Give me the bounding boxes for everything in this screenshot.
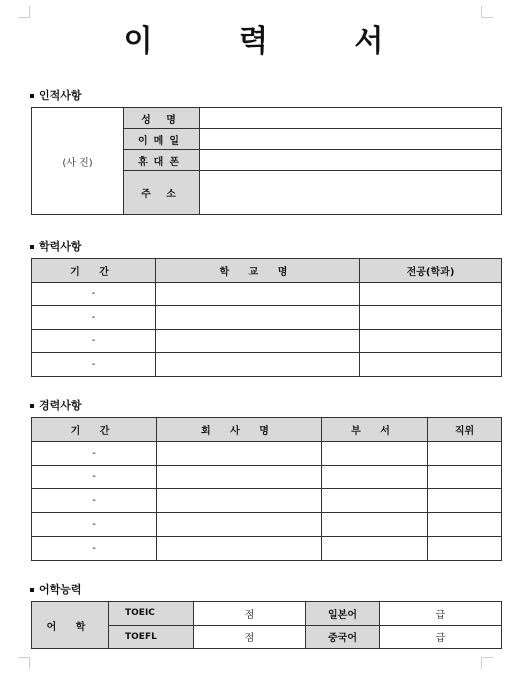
language-section-heading [30, 581, 82, 597]
career-header-department: 부 서 [322, 418, 428, 442]
career-header-position: 직위 [428, 418, 502, 442]
document-title: 이 력 서 [123, 24, 422, 59]
bullet-icon [30, 94, 34, 98]
edu-major-cell[interactable] [360, 329, 502, 353]
edu-period-cell[interactable]: - [32, 353, 156, 377]
career-position-cell[interactable] [428, 536, 502, 560]
career-period-cell[interactable]: - [32, 536, 157, 560]
career-header-period: 기 간 [32, 418, 157, 442]
career-position-cell[interactable] [428, 489, 502, 513]
edu-major-cell[interactable] [360, 353, 502, 377]
toefl-score-cell[interactable]: 점 [194, 625, 306, 649]
edu-major-cell[interactable] [360, 282, 502, 306]
edu-school-cell[interactable] [156, 329, 360, 353]
career-position-cell[interactable] [428, 513, 502, 537]
career-department-cell[interactable] [322, 489, 428, 513]
photo-cell[interactable]: (사 진) [32, 108, 124, 215]
address-label: 주 소 [124, 171, 200, 215]
career-company-cell[interactable] [157, 489, 322, 513]
name-label: 성 명 [124, 108, 200, 129]
crop-mark-bottom-right [481, 657, 493, 669]
personal-info-table [31, 107, 502, 215]
japanese-grade-cell[interactable]: 급 [380, 602, 502, 626]
career-department-cell[interactable] [322, 513, 428, 537]
career-section-heading [30, 397, 82, 413]
bullet-icon [30, 588, 34, 592]
table-row [32, 489, 502, 513]
language-table [31, 601, 502, 649]
edu-period-cell[interactable]: - [32, 329, 156, 353]
career-period-cell[interactable]: - [32, 441, 157, 465]
language-label-chinese: 중국어 [306, 625, 380, 649]
career-company-cell[interactable] [157, 513, 322, 537]
edu-major-cell[interactable] [360, 306, 502, 330]
career-department-cell[interactable] [322, 536, 428, 560]
career-company-cell[interactable] [157, 441, 322, 465]
email-field[interactable] [200, 129, 502, 150]
edu-school-cell[interactable] [156, 306, 360, 330]
bullet-icon [30, 245, 34, 249]
edu-school-cell[interactable] [156, 353, 360, 377]
table-row [32, 306, 502, 330]
table-row [32, 441, 502, 465]
crop-mark-bottom-left [18, 657, 30, 669]
career-company-cell[interactable] [157, 465, 322, 489]
table-row [32, 329, 502, 353]
test-label-toeic: TOEIC [109, 602, 194, 626]
table-row [32, 282, 502, 306]
career-department-cell[interactable] [322, 465, 428, 489]
language-heading-text: 어학능력 [39, 583, 82, 596]
table-row [32, 465, 502, 489]
phone-label: 휴대폰 [124, 150, 200, 171]
table-row [32, 536, 502, 560]
career-heading-text: 경력사항 [39, 399, 82, 412]
career-table [31, 417, 502, 561]
table-row [32, 353, 502, 377]
career-header-company: 회 사 명 [157, 418, 322, 442]
career-period-cell[interactable]: - [32, 465, 157, 489]
education-section-heading [30, 238, 82, 254]
toeic-score-cell[interactable]: 점 [194, 602, 306, 626]
edu-period-cell[interactable]: - [32, 282, 156, 306]
career-department-cell[interactable] [322, 441, 428, 465]
edu-school-cell[interactable] [156, 282, 360, 306]
chinese-grade-cell[interactable]: 급 [380, 625, 502, 649]
edu-header-period: 기 간 [32, 259, 156, 283]
career-period-cell[interactable]: - [32, 489, 157, 513]
career-position-cell[interactable] [428, 441, 502, 465]
education-table [31, 258, 502, 377]
email-label: 이메일 [124, 129, 200, 150]
career-period-cell[interactable]: - [32, 513, 157, 537]
bullet-icon [30, 404, 34, 408]
language-label-japanese: 일본어 [306, 602, 380, 626]
edu-header-school: 학 교 명 [156, 259, 360, 283]
edu-period-cell[interactable]: - [32, 306, 156, 330]
phone-field[interactable] [200, 150, 502, 171]
career-position-cell[interactable] [428, 465, 502, 489]
personal-section-heading [30, 87, 82, 103]
personal-heading-text: 인적사항 [39, 89, 82, 102]
address-field[interactable] [200, 171, 502, 215]
edu-header-major: 전공(학과) [360, 259, 502, 283]
table-row [32, 513, 502, 537]
career-company-cell[interactable] [157, 536, 322, 560]
test-label-toefl: TOEFL [109, 625, 194, 649]
education-heading-text: 학력사항 [39, 240, 82, 253]
language-label: 어 학 [32, 602, 109, 649]
name-field[interactable] [200, 108, 502, 129]
